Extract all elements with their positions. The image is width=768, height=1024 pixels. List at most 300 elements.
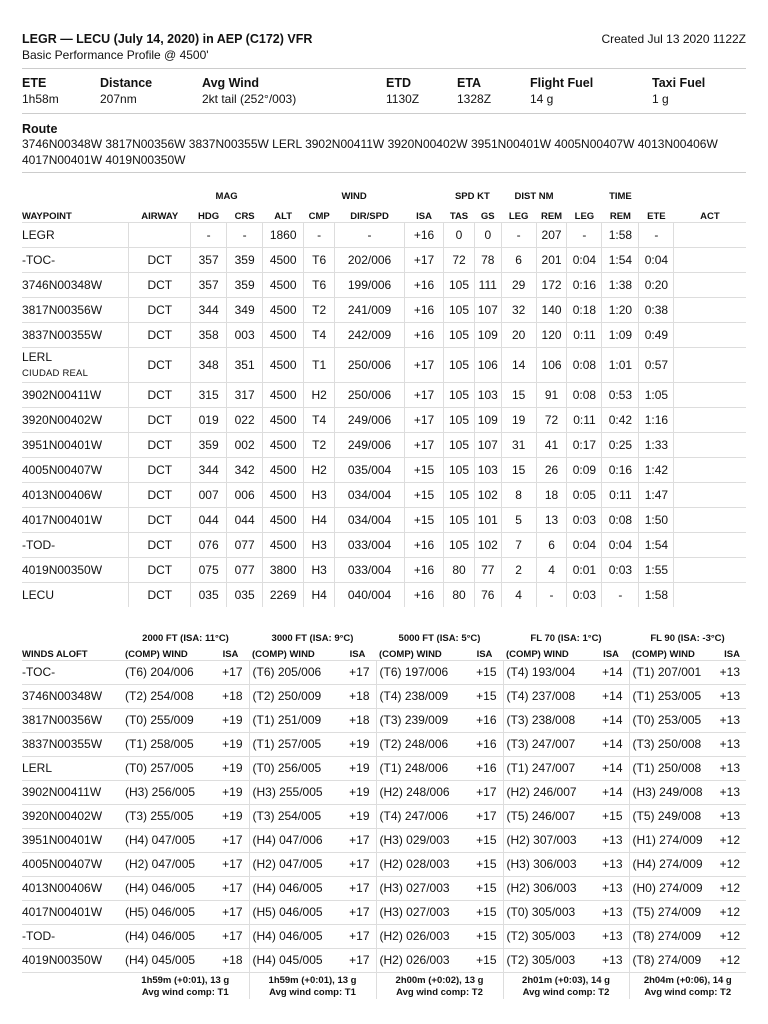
isa-header: ISA xyxy=(724,648,740,660)
waypoint-cell xyxy=(22,407,129,432)
crs-cell: 006 xyxy=(227,482,263,507)
hdg-cell: 007 xyxy=(191,482,227,507)
tas-cell: 105 xyxy=(444,532,475,557)
tas-cell: 105 xyxy=(444,482,475,507)
route-line: 4017N00401W 4019N00350W xyxy=(22,152,186,167)
dir-spd-cell: 034/004 xyxy=(335,482,405,507)
comp-wind-cell: (H3) 249/008 xyxy=(629,780,718,804)
isa-cell: +14 xyxy=(593,756,629,780)
alt-cell: 4500 xyxy=(263,272,304,297)
isa-cell: +17 xyxy=(339,876,376,900)
tas-cell: 105 xyxy=(444,347,475,382)
dist-leg-cell: 14 xyxy=(501,347,536,382)
tas-cell: 105 xyxy=(444,457,475,482)
comp-wind-header: (COMP) WIND xyxy=(252,648,315,660)
col-act: ACT xyxy=(700,210,720,222)
summary-label: Taxi Fuel xyxy=(652,76,706,90)
isa-cell: +14 xyxy=(593,684,629,708)
ete-cell: 0:04 xyxy=(639,247,674,272)
isa-cell: +19 xyxy=(212,708,249,732)
time-rem-cell: 1:38 xyxy=(602,272,639,297)
comp-wind-cell: (H2) 248/006 xyxy=(376,780,466,804)
summary-value: 2kt tail (252°/003) xyxy=(202,92,297,106)
isa-cell: +15 xyxy=(466,852,503,876)
table-row xyxy=(22,407,746,432)
tas-cell: 0 xyxy=(444,222,475,247)
act-cell xyxy=(674,507,746,532)
table-row xyxy=(22,900,746,924)
comp-wind-cell: (T4) 247/006 xyxy=(376,804,466,828)
isa-cell: +15 xyxy=(593,804,629,828)
waypoint-cell xyxy=(22,272,129,297)
summary-etd xyxy=(386,76,419,106)
dist-leg-cell: 6 xyxy=(501,247,536,272)
dist-leg-cell: 4 xyxy=(501,582,536,607)
time-rem-cell: 0:53 xyxy=(602,382,639,407)
time-leg-cell: 0:03 xyxy=(567,582,602,607)
isa-cell: +19 xyxy=(212,780,249,804)
crs-cell: 035 xyxy=(227,582,263,607)
airway-cell: DCT xyxy=(129,382,191,407)
isa-cell: +17 xyxy=(405,432,444,457)
ete-cell: - xyxy=(639,222,674,247)
comp-wind-cell: (T2) 305/003 xyxy=(503,924,593,948)
table-row xyxy=(22,780,746,804)
isa-cell: +13 xyxy=(593,948,629,972)
act-cell xyxy=(674,532,746,557)
comp-wind-header: (COMP) WIND xyxy=(632,648,695,660)
time-rem-cell: 1:54 xyxy=(602,247,639,272)
table-row xyxy=(22,382,746,407)
comp-wind-cell: (H1) 274/009 xyxy=(629,828,718,852)
comp-wind-cell: (T6) 197/006 xyxy=(376,660,466,684)
airway-cell: DCT xyxy=(129,507,191,532)
col-ete: ETE xyxy=(647,210,666,222)
ete-cell: 1:58 xyxy=(639,582,674,607)
waypoint-cell xyxy=(22,222,129,247)
dist-leg-cell: 15 xyxy=(501,382,536,407)
comp-wind-cell: (T6) 204/006 xyxy=(122,660,212,684)
isa-cell: +13 xyxy=(718,780,746,804)
comp-wind-cell: (T5) 246/007 xyxy=(503,804,593,828)
isa-cell: +17 xyxy=(405,247,444,272)
isa-cell: +17 xyxy=(339,852,376,876)
alt-cell: 4500 xyxy=(263,532,304,557)
dir-spd-cell: 199/006 xyxy=(335,272,405,297)
time-leg-cell: 0:11 xyxy=(567,407,602,432)
airway-cell: DCT xyxy=(129,322,191,347)
navlog-rows xyxy=(22,222,746,607)
alt-cell: 4500 xyxy=(263,482,304,507)
ete-cell: 1:47 xyxy=(639,482,674,507)
time-rem-cell: - xyxy=(602,582,639,607)
summary-label: Distance xyxy=(100,76,153,90)
col-isa: ISA xyxy=(416,210,432,222)
waypoint-name: 3920N00402W xyxy=(22,412,103,427)
cmp-cell: T6 xyxy=(304,272,335,297)
crs-cell: 351 xyxy=(227,347,263,382)
comp-wind-cell: (H3) 306/003 xyxy=(503,852,593,876)
airway-cell xyxy=(129,222,191,247)
summary-value: 207nm xyxy=(100,92,137,106)
waypoint-cell: LERL xyxy=(22,756,122,780)
comp-wind-cell: (T0) 256/005 xyxy=(249,756,339,780)
comp-wind-cell: (H2) 028/003 xyxy=(376,852,466,876)
table-row xyxy=(22,828,746,852)
time-leg-cell: 0:05 xyxy=(567,482,602,507)
dist-rem-cell: 6 xyxy=(536,532,567,557)
act-cell xyxy=(674,382,746,407)
time-leg-cell: 0:08 xyxy=(567,382,602,407)
gs-cell: 102 xyxy=(474,532,501,557)
dist-rem-cell: 72 xyxy=(536,407,567,432)
route-label: Route xyxy=(22,122,58,136)
act-cell xyxy=(674,247,746,272)
crs-cell: 044 xyxy=(227,507,263,532)
airway-cell: DCT xyxy=(129,272,191,297)
comp-wind-cell: (T1) 250/008 xyxy=(629,756,718,780)
isa-cell: +17 xyxy=(212,852,249,876)
hdg-cell: 019 xyxy=(191,407,227,432)
comp-wind-cell: (T3) 238/008 xyxy=(503,708,593,732)
summary-value: 1328Z xyxy=(457,92,492,106)
route-line: 3746N00348W 3817N00356W 3837N00355W LERL 3902N00411W 3920N00402W 3951N00401W 4005N00407W 4013N00406W xyxy=(22,137,718,151)
dist-rem-cell: 26 xyxy=(536,457,567,482)
waypoint-cell xyxy=(22,507,129,532)
dist-rem-cell: 207 xyxy=(536,222,567,247)
ete-cell: 1:16 xyxy=(639,407,674,432)
plan-title: LEGR — LECU (July 14, 2020) in AEP (C172) VFR xyxy=(22,32,313,46)
gs-cell: 102 xyxy=(474,482,501,507)
hdg-cell: 357 xyxy=(191,247,227,272)
time-leg-cell: 0:17 xyxy=(567,432,602,457)
isa-cell: +18 xyxy=(212,684,249,708)
summary-distance xyxy=(100,76,152,106)
group-dist-header: DIST NM xyxy=(514,191,554,202)
comp-wind-cell: (T5) 249/008 xyxy=(629,804,718,828)
table-row xyxy=(22,756,746,780)
col-dist-leg: LEG xyxy=(508,210,529,222)
dir-spd-cell: 250/006 xyxy=(335,347,405,382)
cmp-cell: H3 xyxy=(304,482,335,507)
isa-cell: +13 xyxy=(718,708,746,732)
alt-cell: 4500 xyxy=(263,347,304,382)
airway-cell: DCT xyxy=(129,582,191,607)
gs-cell: 76 xyxy=(474,582,501,607)
comp-wind-cell: (T2) 248/006 xyxy=(376,732,466,756)
comp-wind-cell: (T1) 248/006 xyxy=(376,756,466,780)
cmp-cell: T6 xyxy=(304,247,335,272)
comp-wind-cell: (T4) 193/004 xyxy=(503,660,593,684)
waypoint-cell xyxy=(22,347,129,382)
time-rem-cell: 0:03 xyxy=(602,557,639,582)
isa-header: ISA xyxy=(349,648,366,660)
level-summary xyxy=(503,972,629,999)
dist-rem-cell: 4 xyxy=(536,557,567,582)
table-row xyxy=(22,532,746,557)
level-avg-wind: Avg wind comp: T1 xyxy=(141,986,229,998)
gs-cell: 107 xyxy=(474,432,501,457)
time-rem-cell: 1:58 xyxy=(602,222,639,247)
isa-cell: +19 xyxy=(339,780,376,804)
dist-rem-cell: - xyxy=(536,582,567,607)
airway-cell: DCT xyxy=(129,407,191,432)
alt-cell: 4500 xyxy=(263,297,304,322)
isa-cell: +17 xyxy=(405,407,444,432)
isa-cell: +19 xyxy=(212,732,249,756)
act-cell xyxy=(674,347,746,382)
summary-value: 14 g xyxy=(530,92,554,106)
level-avg-wind: Avg wind comp: T2 xyxy=(396,986,483,998)
airway-cell: DCT xyxy=(129,532,191,557)
crs-cell: - xyxy=(227,222,263,247)
waypoint-name: 4013N00406W xyxy=(22,487,103,502)
time-rem-cell: 1:20 xyxy=(602,297,639,322)
tas-cell: 72 xyxy=(444,247,475,272)
dist-rem-cell: 120 xyxy=(536,322,567,347)
table-row xyxy=(22,507,746,532)
isa-cell: +17 xyxy=(212,876,249,900)
tas-cell: 105 xyxy=(444,322,475,347)
time-leg-cell: 0:18 xyxy=(567,297,602,322)
isa-cell: +17 xyxy=(339,900,376,924)
cmp-cell: T2 xyxy=(304,432,335,457)
waypoint-cell: 3902N00411W xyxy=(22,780,122,804)
navlog-table xyxy=(22,186,746,607)
summary-ete xyxy=(22,76,59,106)
summary-eta xyxy=(457,76,491,106)
waypoint-cell xyxy=(22,532,129,557)
winds-aloft-label: WINDS ALOFT xyxy=(22,648,88,660)
waypoint-cell: -TOD- xyxy=(22,924,122,948)
isa-cell: +19 xyxy=(339,732,376,756)
alt-cell: 4500 xyxy=(263,507,304,532)
dist-rem-cell: 201 xyxy=(536,247,567,272)
time-rem-cell: 1:09 xyxy=(602,322,639,347)
tas-cell: 105 xyxy=(444,297,475,322)
time-rem-cell: 0:11 xyxy=(602,482,639,507)
isa-cell: +15 xyxy=(466,876,503,900)
isa-cell: +17 xyxy=(212,924,249,948)
comp-wind-cell: (T1) 257/005 xyxy=(249,732,339,756)
table-row xyxy=(22,852,746,876)
time-leg-cell: 0:16 xyxy=(567,272,602,297)
comp-wind-cell: (T2) 305/003 xyxy=(503,948,593,972)
waypoint-cell: 4013N00406W xyxy=(22,876,122,900)
waypoint-cell xyxy=(22,482,129,507)
comp-wind-cell: (T0) 253/005 xyxy=(629,708,718,732)
col-alt: ALT xyxy=(274,210,293,222)
summary-label: Flight Fuel xyxy=(530,76,594,90)
airway-cell: DCT xyxy=(129,457,191,482)
level-avg-wind: Avg wind comp: T1 xyxy=(269,986,356,998)
comp-wind-cell: (H3) 255/005 xyxy=(249,780,339,804)
isa-cell: +17 xyxy=(339,828,376,852)
comp-wind-cell: (T3) 250/008 xyxy=(629,732,718,756)
summary-label: ETA xyxy=(457,76,482,90)
hdg-cell: 348 xyxy=(191,347,227,382)
isa-cell: +13 xyxy=(593,924,629,948)
isa-cell: +15 xyxy=(405,457,444,482)
act-cell xyxy=(674,582,746,607)
dist-leg-cell: 2 xyxy=(501,557,536,582)
waypoint-cell: 3920N00402W xyxy=(22,804,122,828)
col-tas: TAS xyxy=(449,210,469,222)
isa-cell: +14 xyxy=(593,732,629,756)
waypoint-name: 4019N00350W xyxy=(22,562,103,577)
crs-cell: 317 xyxy=(227,382,263,407)
comp-wind-cell: (H4) 046/005 xyxy=(249,876,339,900)
comp-wind-cell: (T1) 207/001 xyxy=(629,660,718,684)
dir-spd-cell: 033/004 xyxy=(335,532,405,557)
cmp-cell: T4 xyxy=(304,407,335,432)
crs-cell: 359 xyxy=(227,272,263,297)
col-crs: CRS xyxy=(234,210,255,222)
gs-cell: 78 xyxy=(474,247,501,272)
divider xyxy=(22,68,746,69)
table-row xyxy=(22,297,746,322)
col-airway: AIRWAY xyxy=(141,210,179,222)
alt-cell: 4500 xyxy=(263,407,304,432)
col-hdg: HDG xyxy=(198,210,220,222)
waypoint-cell xyxy=(22,557,129,582)
comp-wind-cell: (H2) 307/003 xyxy=(503,828,593,852)
isa-cell: +12 xyxy=(718,900,746,924)
isa-cell: +15 xyxy=(466,948,503,972)
isa-cell: +16 xyxy=(405,272,444,297)
isa-header: ISA xyxy=(603,648,619,660)
comp-wind-cell: (T4) 238/009 xyxy=(376,684,466,708)
airway-cell: DCT xyxy=(129,432,191,457)
comp-wind-cell: (H4) 046/005 xyxy=(249,924,339,948)
summary-value: 1 g xyxy=(652,92,669,106)
table-row xyxy=(22,948,746,972)
alt-cell: 4500 xyxy=(263,247,304,272)
waypoint-name: 3951N00401W xyxy=(22,437,103,452)
isa-cell: +13 xyxy=(718,660,746,684)
table-row xyxy=(22,684,746,708)
airway-cell: DCT xyxy=(129,347,191,382)
comp-wind-cell: (T0) 255/009 xyxy=(122,708,212,732)
level-header: 2000 FT (ISA: 11°C) xyxy=(142,633,229,644)
winds-rows xyxy=(22,660,746,972)
isa-cell: +16 xyxy=(405,582,444,607)
hdg-cell: 359 xyxy=(191,432,227,457)
waypoint-cell: 4005N00407W xyxy=(22,852,122,876)
waypoint-cell: 3951N00401W xyxy=(22,828,122,852)
group-wind-header: WIND xyxy=(341,191,367,202)
isa-cell: +18 xyxy=(212,948,249,972)
comp-wind-cell: (T3) 254/005 xyxy=(249,804,339,828)
isa-cell: +13 xyxy=(593,876,629,900)
tas-cell: 105 xyxy=(444,407,475,432)
waypoint-name: 4005N00407W xyxy=(22,462,103,477)
isa-cell: +17 xyxy=(466,780,503,804)
waypoint-cell xyxy=(22,322,129,347)
dist-rem-cell: 91 xyxy=(536,382,567,407)
comp-wind-header: (COMP) WIND xyxy=(506,648,569,660)
isa-cell: +14 xyxy=(593,660,629,684)
airway-cell: DCT xyxy=(129,247,191,272)
comp-wind-cell: (H2) 246/007 xyxy=(503,780,593,804)
gs-cell: 103 xyxy=(474,382,501,407)
comp-wind-cell: (H3) 027/003 xyxy=(376,876,466,900)
hdg-cell: 076 xyxy=(191,532,227,557)
gs-cell: 107 xyxy=(474,297,501,322)
col-gs: GS xyxy=(480,210,495,222)
waypoint-cell: 3746N00348W xyxy=(22,684,122,708)
dir-spd-cell: 035/004 xyxy=(335,457,405,482)
isa-cell: +16 xyxy=(466,732,503,756)
isa-cell: +17 xyxy=(212,828,249,852)
ete-cell: 1:05 xyxy=(639,382,674,407)
level-time-fuel: 1h59m (+0:01), 13 g xyxy=(141,974,230,986)
ete-cell: 1:54 xyxy=(639,532,674,557)
level-avg-wind: Avg wind comp: T2 xyxy=(644,986,732,998)
time-leg-cell: 0:11 xyxy=(567,322,602,347)
summary-flight-fuel xyxy=(530,76,593,106)
route-text xyxy=(22,137,746,168)
level-summary xyxy=(249,972,376,999)
isa-cell: +14 xyxy=(593,780,629,804)
waypoint-cell xyxy=(22,457,129,482)
hdg-cell: 075 xyxy=(191,557,227,582)
dir-spd-cell: 202/006 xyxy=(335,247,405,272)
table-row xyxy=(22,732,746,756)
isa-cell: +17 xyxy=(339,948,376,972)
level-time-fuel: 2h04m (+0:06), 14 g xyxy=(643,974,732,986)
ete-cell: 0:49 xyxy=(639,322,674,347)
dir-spd-cell: 034/004 xyxy=(335,507,405,532)
waypoint-cell xyxy=(22,432,129,457)
level-header: FL 70 (ISA: 1°C) xyxy=(530,633,602,644)
gs-cell: 109 xyxy=(474,322,501,347)
gs-cell: 111 xyxy=(474,272,501,297)
comp-wind-cell: (T3) 247/007 xyxy=(503,732,593,756)
hdg-cell: 357 xyxy=(191,272,227,297)
dir-spd-cell: 242/009 xyxy=(335,322,405,347)
isa-cell: +12 xyxy=(718,828,746,852)
gs-cell: 109 xyxy=(474,407,501,432)
alt-cell: 4500 xyxy=(263,432,304,457)
airway-cell: DCT xyxy=(129,482,191,507)
level-time-fuel: 2h00m (+0:02), 13 g xyxy=(395,974,484,986)
act-cell xyxy=(674,557,746,582)
isa-cell: +15 xyxy=(466,684,503,708)
dist-rem-cell: 106 xyxy=(536,347,567,382)
crs-cell: 077 xyxy=(227,557,263,582)
comp-wind-cell: (T4) 237/008 xyxy=(503,684,593,708)
isa-cell: +13 xyxy=(718,756,746,780)
comp-wind-header: (COMP) WIND xyxy=(125,648,188,660)
summary-label: Avg Wind xyxy=(202,76,260,90)
time-leg-cell: 0:04 xyxy=(567,532,602,557)
dist-leg-cell: 7 xyxy=(501,532,536,557)
comp-wind-cell: (H5) 046/005 xyxy=(122,900,212,924)
summary-value: 1h58m xyxy=(22,92,59,106)
comp-wind-cell: (H4) 046/005 xyxy=(122,924,212,948)
level-summary xyxy=(376,972,503,999)
waypoint-subname: CIUDAD REAL xyxy=(22,368,89,379)
comp-wind-cell: (T3) 255/005 xyxy=(122,804,212,828)
waypoint-cell: -TOC- xyxy=(22,660,122,684)
crs-cell: 077 xyxy=(227,532,263,557)
waypoint-cell xyxy=(22,582,129,607)
act-cell xyxy=(674,482,746,507)
isa-cell: +13 xyxy=(593,852,629,876)
dir-spd-cell: 241/009 xyxy=(335,297,405,322)
isa-cell: +16 xyxy=(405,222,444,247)
